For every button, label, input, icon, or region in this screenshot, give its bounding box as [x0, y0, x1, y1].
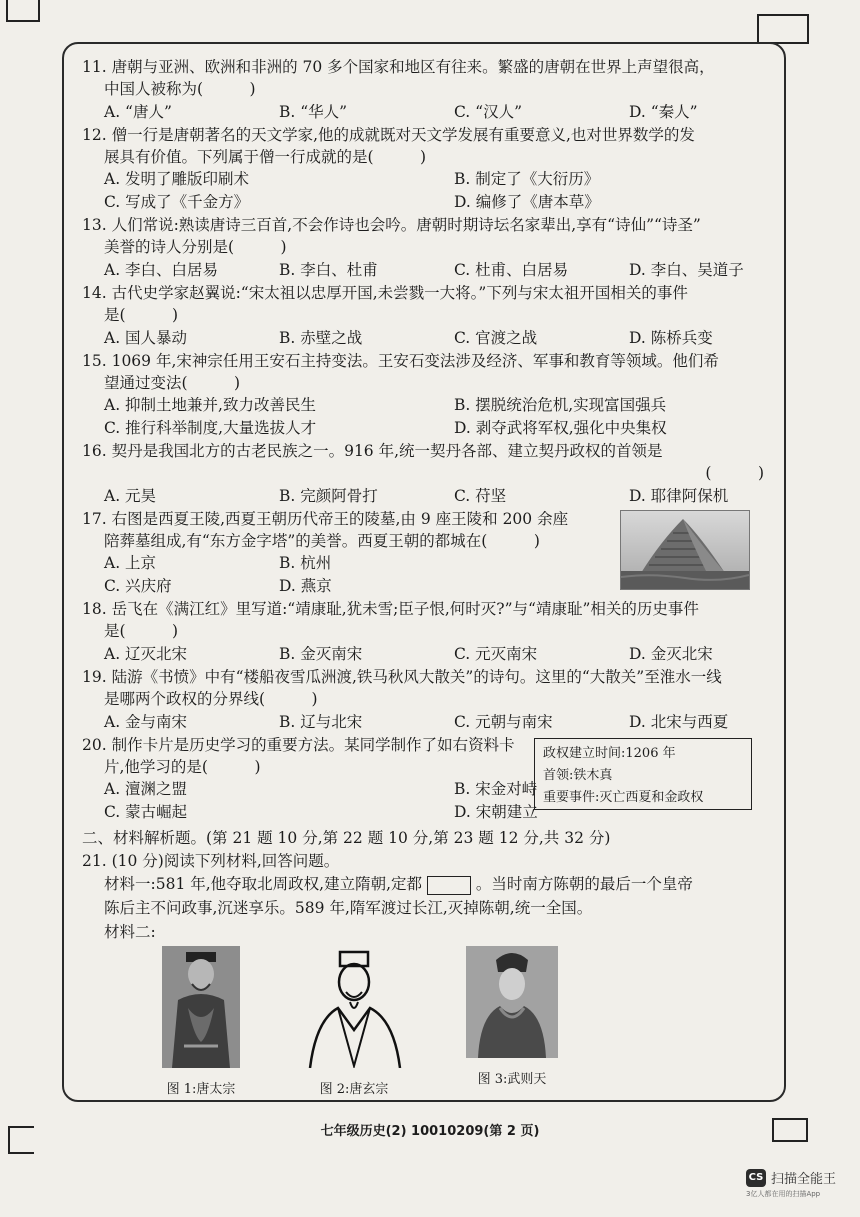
question-stem: 14. 古代史学家赵翼说:“宋太祖以忠厚开国,未尝戮一大将。”下列与宋太祖开国相关的事件: [82, 284, 688, 302]
brand-tagline: 3亿人都在用的扫描App: [746, 1190, 821, 1198]
option-c: C. 官渡之战: [454, 329, 538, 347]
option-a: A. 国人暴动: [104, 329, 188, 347]
card-line: 重要事件:灭亡西夏和金政权: [543, 790, 704, 805]
option-a: A. 澶渊之盟: [104, 780, 188, 798]
option-b: B. 金灭南宋: [279, 645, 363, 663]
option-d: D. 耶律阿保机: [629, 487, 729, 505]
option-b: B. 宋金对峙: [454, 780, 538, 798]
question-stem: 17. 右图是西夏王陵,西夏王朝历代帝王的陵墓,由 9 座王陵和 200 余座: [82, 510, 569, 528]
question-stem: 是( ): [104, 622, 179, 640]
question-stem: 12. 僧一行是唐朝著名的天文学家,他的成就既对天文学发展有重要意义,也对世界数学的发: [82, 126, 695, 144]
option-b: B. 制定了《大衍历》: [454, 170, 600, 188]
option-d: D. 剥夺武将军权,强化中央集权: [454, 419, 667, 437]
option-d: D. 宋朝建立: [454, 803, 538, 821]
question-11: [82, 56, 772, 124]
question-stem: 18. 岳飞在《满江红》里写道:“靖康耻,犹未雪;臣子恨,何时灭?”与“靖康耻”相关的历史事件: [82, 600, 699, 618]
option-d: D. 李白、吴道子: [629, 261, 744, 279]
question-16: [82, 440, 772, 508]
option-c: C. 元灭南宋: [454, 645, 538, 663]
option-c: C. 蒙古崛起: [104, 803, 188, 821]
option-b: B. 摆脱统治危机,实现富国强兵: [454, 396, 667, 414]
option-b: B. 赤壁之战: [279, 329, 363, 347]
section-heading: 二、材料解析题。(第 21 题 10 分,第 22 题 10 分,第 23 题 12 分,共 32 分): [82, 829, 611, 847]
material-one: [82, 872, 772, 896]
camscanner-logo: CS: [746, 1169, 766, 1187]
figure-caption: 图 1:唐太宗: [166, 1082, 236, 1097]
tang-taizong-portrait: [162, 946, 240, 1072]
question-stem: 13. 人们常说:熟读唐诗三百首,不会作诗也会吟。唐朝时期诗坛名家辈出,享有“诗仙”“诗圣”: [82, 216, 701, 234]
xixia-tomb-photo: [620, 510, 750, 590]
card-line: 政权建立时间:1206 年: [543, 746, 676, 761]
option-a: A. 金与南宋: [104, 713, 188, 731]
option-b: B. 完颜阿骨打: [279, 487, 378, 505]
question-15: [82, 350, 772, 440]
question-stem: 21. (10 分)阅读下列材料,回答问题。: [82, 852, 340, 870]
question-stem: 11. 唐朝与亚洲、欧洲和非洲的 70 多个国家和地区有往来。繁盛的唐朝在世界上声望很高，: [82, 58, 715, 76]
wu-zetian-portrait: [466, 946, 558, 1062]
question-stem: 15. 1069 年,宋神宗任用王安石主持变法。王安石变法涉及经济、军事和教育等领域。他们希: [82, 352, 719, 370]
answer-box: [427, 876, 471, 895]
question-stem: 20. 制作卡片是历史学习的重要方法。某同学制作了如右资料卡: [82, 736, 515, 754]
option-c: C. 杜甫、白居易: [454, 261, 569, 279]
answer-blank: ( ): [705, 464, 764, 482]
question-12: [82, 124, 772, 214]
corner-mark-top-right: [757, 14, 809, 44]
question-13: [82, 214, 772, 282]
material-text: 陈后主不问政事,沉迷享乐。589 年,隋军渡过长江,灭掉陈朝,统一全国。: [104, 899, 593, 917]
option-d: D. 编修了《唐本草》: [454, 193, 600, 211]
question-stem: 望通过变法( ): [104, 374, 241, 392]
option-d: D. 金灭北宋: [629, 645, 713, 663]
option-c: C. 兴庆府: [104, 577, 172, 595]
question-stem: 中国人被称为( ): [104, 80, 256, 98]
question-14: [82, 282, 772, 350]
question-stem: 19. 陆游《书愤》中有“楼船夜雪瓜洲渡,铁马秋风大散关”的诗句。这里的“大散关”至淮水一线: [82, 668, 722, 686]
option-d: D. 燕京: [279, 577, 332, 595]
info-card: [534, 738, 752, 810]
question-stem: 是( ): [104, 306, 179, 324]
material-text: 。当时南方陈朝的最后一个皇帝: [475, 875, 693, 893]
option-d: D. 北宋与西夏: [629, 713, 729, 731]
figure-2: [302, 946, 406, 1097]
option-a: A. 发明了雕版印刷术: [104, 170, 250, 188]
question-stem: 16. 契丹是我国北方的古老民族之一。916 年,统一契丹各部、建立契丹政权的首领是: [82, 442, 663, 460]
card-line: 首领:铁木真: [543, 768, 613, 783]
question-stem: 片,他学习的是( ): [104, 758, 261, 776]
option-c: C. 苻坚: [454, 487, 507, 505]
option-d: D. “秦人”: [629, 103, 698, 121]
question-19: [82, 666, 772, 734]
question-18: [82, 598, 772, 666]
option-b: B. 辽与北宋: [279, 713, 363, 731]
option-a: A. 上京: [104, 554, 157, 572]
option-c: C. 写成了《千金方》: [104, 193, 250, 211]
question-stem: 美誉的诗人分别是( ): [104, 238, 287, 256]
option-c: C. “汉人”: [454, 103, 523, 121]
option-b: B. 杭州: [279, 554, 332, 572]
question-stem: 陪葬墓组成,有“东方金字塔”的美誉。西夏王朝的都城在( ): [104, 532, 540, 550]
page-footer: 七年级历史(2) 10010209(第 2 页): [320, 1124, 540, 1139]
figure-caption: 图 2:唐玄宗: [319, 1082, 389, 1097]
option-a: A. 元昊: [104, 487, 157, 505]
material-text: 材料一:581 年,他夺取北周政权,建立隋朝,定都: [104, 875, 423, 893]
question-17: [82, 508, 772, 598]
figure-3: [466, 946, 558, 1087]
option-a: A. 辽灭北宋: [104, 645, 188, 663]
question-stem: 是哪两个政权的分界线( ): [104, 690, 318, 708]
option-c: C. 推行科举制度,大量选拔人才: [104, 419, 317, 437]
tang-xuanzong-portrait: [302, 946, 406, 1072]
material-two-label: 材料二:: [104, 923, 156, 941]
question-21: [82, 850, 772, 1096]
corner-mark-top-left: [6, 0, 40, 22]
option-d: D. 陈桥兵变: [629, 329, 713, 347]
figure-caption: 图 3:武则天: [477, 1072, 547, 1087]
question-20: [82, 734, 772, 824]
option-b: B. 李白、杜甫: [279, 261, 378, 279]
figure-1: [162, 946, 240, 1097]
exam-content: [82, 56, 772, 1096]
option-c: C. 元朝与南宋: [454, 713, 553, 731]
option-a: A. 抑制土地兼并,致力改善民生: [104, 396, 316, 414]
option-b: B. “华人”: [279, 103, 348, 121]
option-a: A. 李白、白居易: [104, 261, 219, 279]
brand-name: 扫描全能王: [771, 1172, 837, 1187]
figure-row: [82, 946, 772, 1096]
question-stem: 展具有价值。下列属于僧一行成就的是( ): [104, 148, 427, 166]
scanner-watermark: [746, 1168, 836, 1199]
option-a: A. “唐人”: [104, 103, 172, 121]
